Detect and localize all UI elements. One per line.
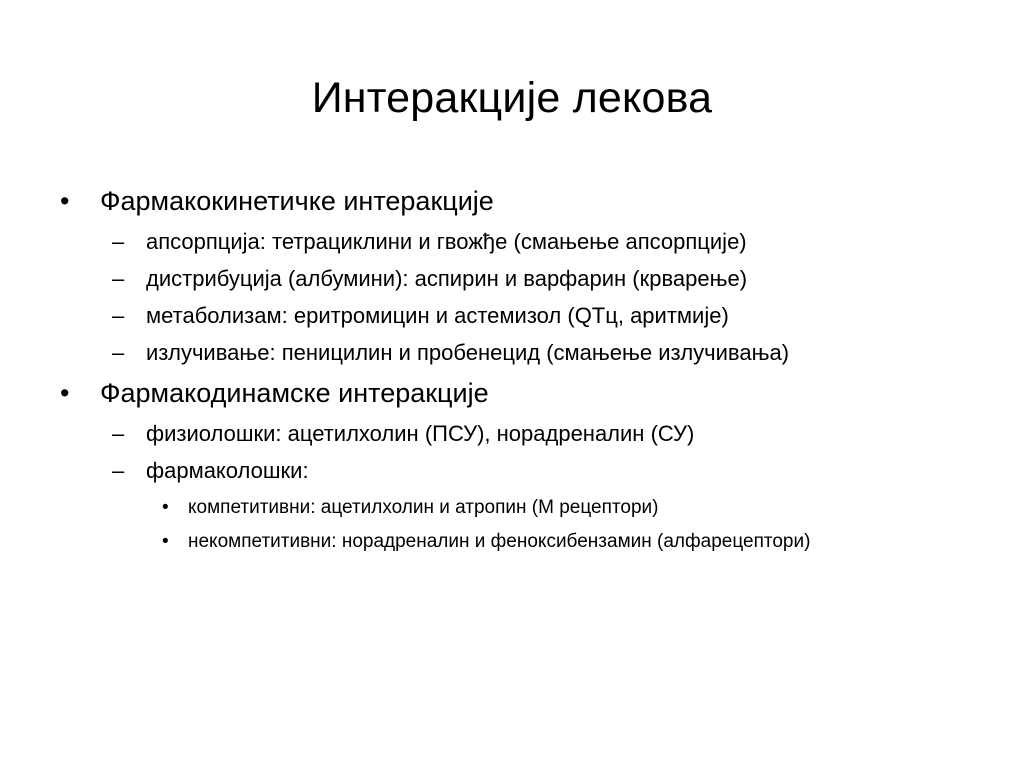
sub-list-item [60,495,960,520]
section-heading-pharmacokinetic [60,182,960,220]
list-item [60,301,960,331]
list-item [60,338,960,368]
list-item-text: излучивање: пеницилин и пробенецид (смањење излучивања) [146,340,790,365]
dash-icon: – [112,266,125,291]
dash-icon: – [112,421,125,446]
list-item [60,227,960,257]
slide-title: Интеракције лекова [311,74,713,122]
section-heading-pharmacodynamic [60,374,960,412]
list-item [60,264,960,294]
list-item-text: фармаколошки: [146,458,309,483]
list-item [60,456,960,486]
dash-icon: – [112,303,125,328]
list-item-text: апсорпција: тетрациклини и гвожђе (смањење апсорпције) [146,229,747,254]
sub-list-item-text: компетитивни: ацетилхолин и атропин (М рецептори) [188,497,659,518]
dash-icon: – [112,458,125,483]
list-item [60,419,960,449]
section-heading-label: Фармакодинамске интеракције [100,378,489,408]
bullet-icon: • [60,186,70,216]
dash-icon: – [112,229,125,254]
dash-icon: – [112,340,125,365]
sub-list-item-text: некомпетитивни: норадреналин и феноксибензамин (алфарецептори) [188,531,811,552]
bullet-list [60,182,960,554]
list-item-text: метаболизам: еритромицин и астемизол (QTц, аритмије) [146,303,729,328]
list-item-text: физиолошки: ацетилхолин (ПСУ), норадреналин (СУ) [146,421,695,446]
list-item-text: дистрибуција (албумини): аспирин и варфарин (крварење) [146,266,748,291]
bullet-icon: • [162,497,169,518]
sub-list-item [60,529,960,554]
section-heading-label: Фармакокинетичке интеракције [100,186,494,216]
bullet-icon: • [60,378,70,408]
bullet-icon: • [162,531,169,552]
